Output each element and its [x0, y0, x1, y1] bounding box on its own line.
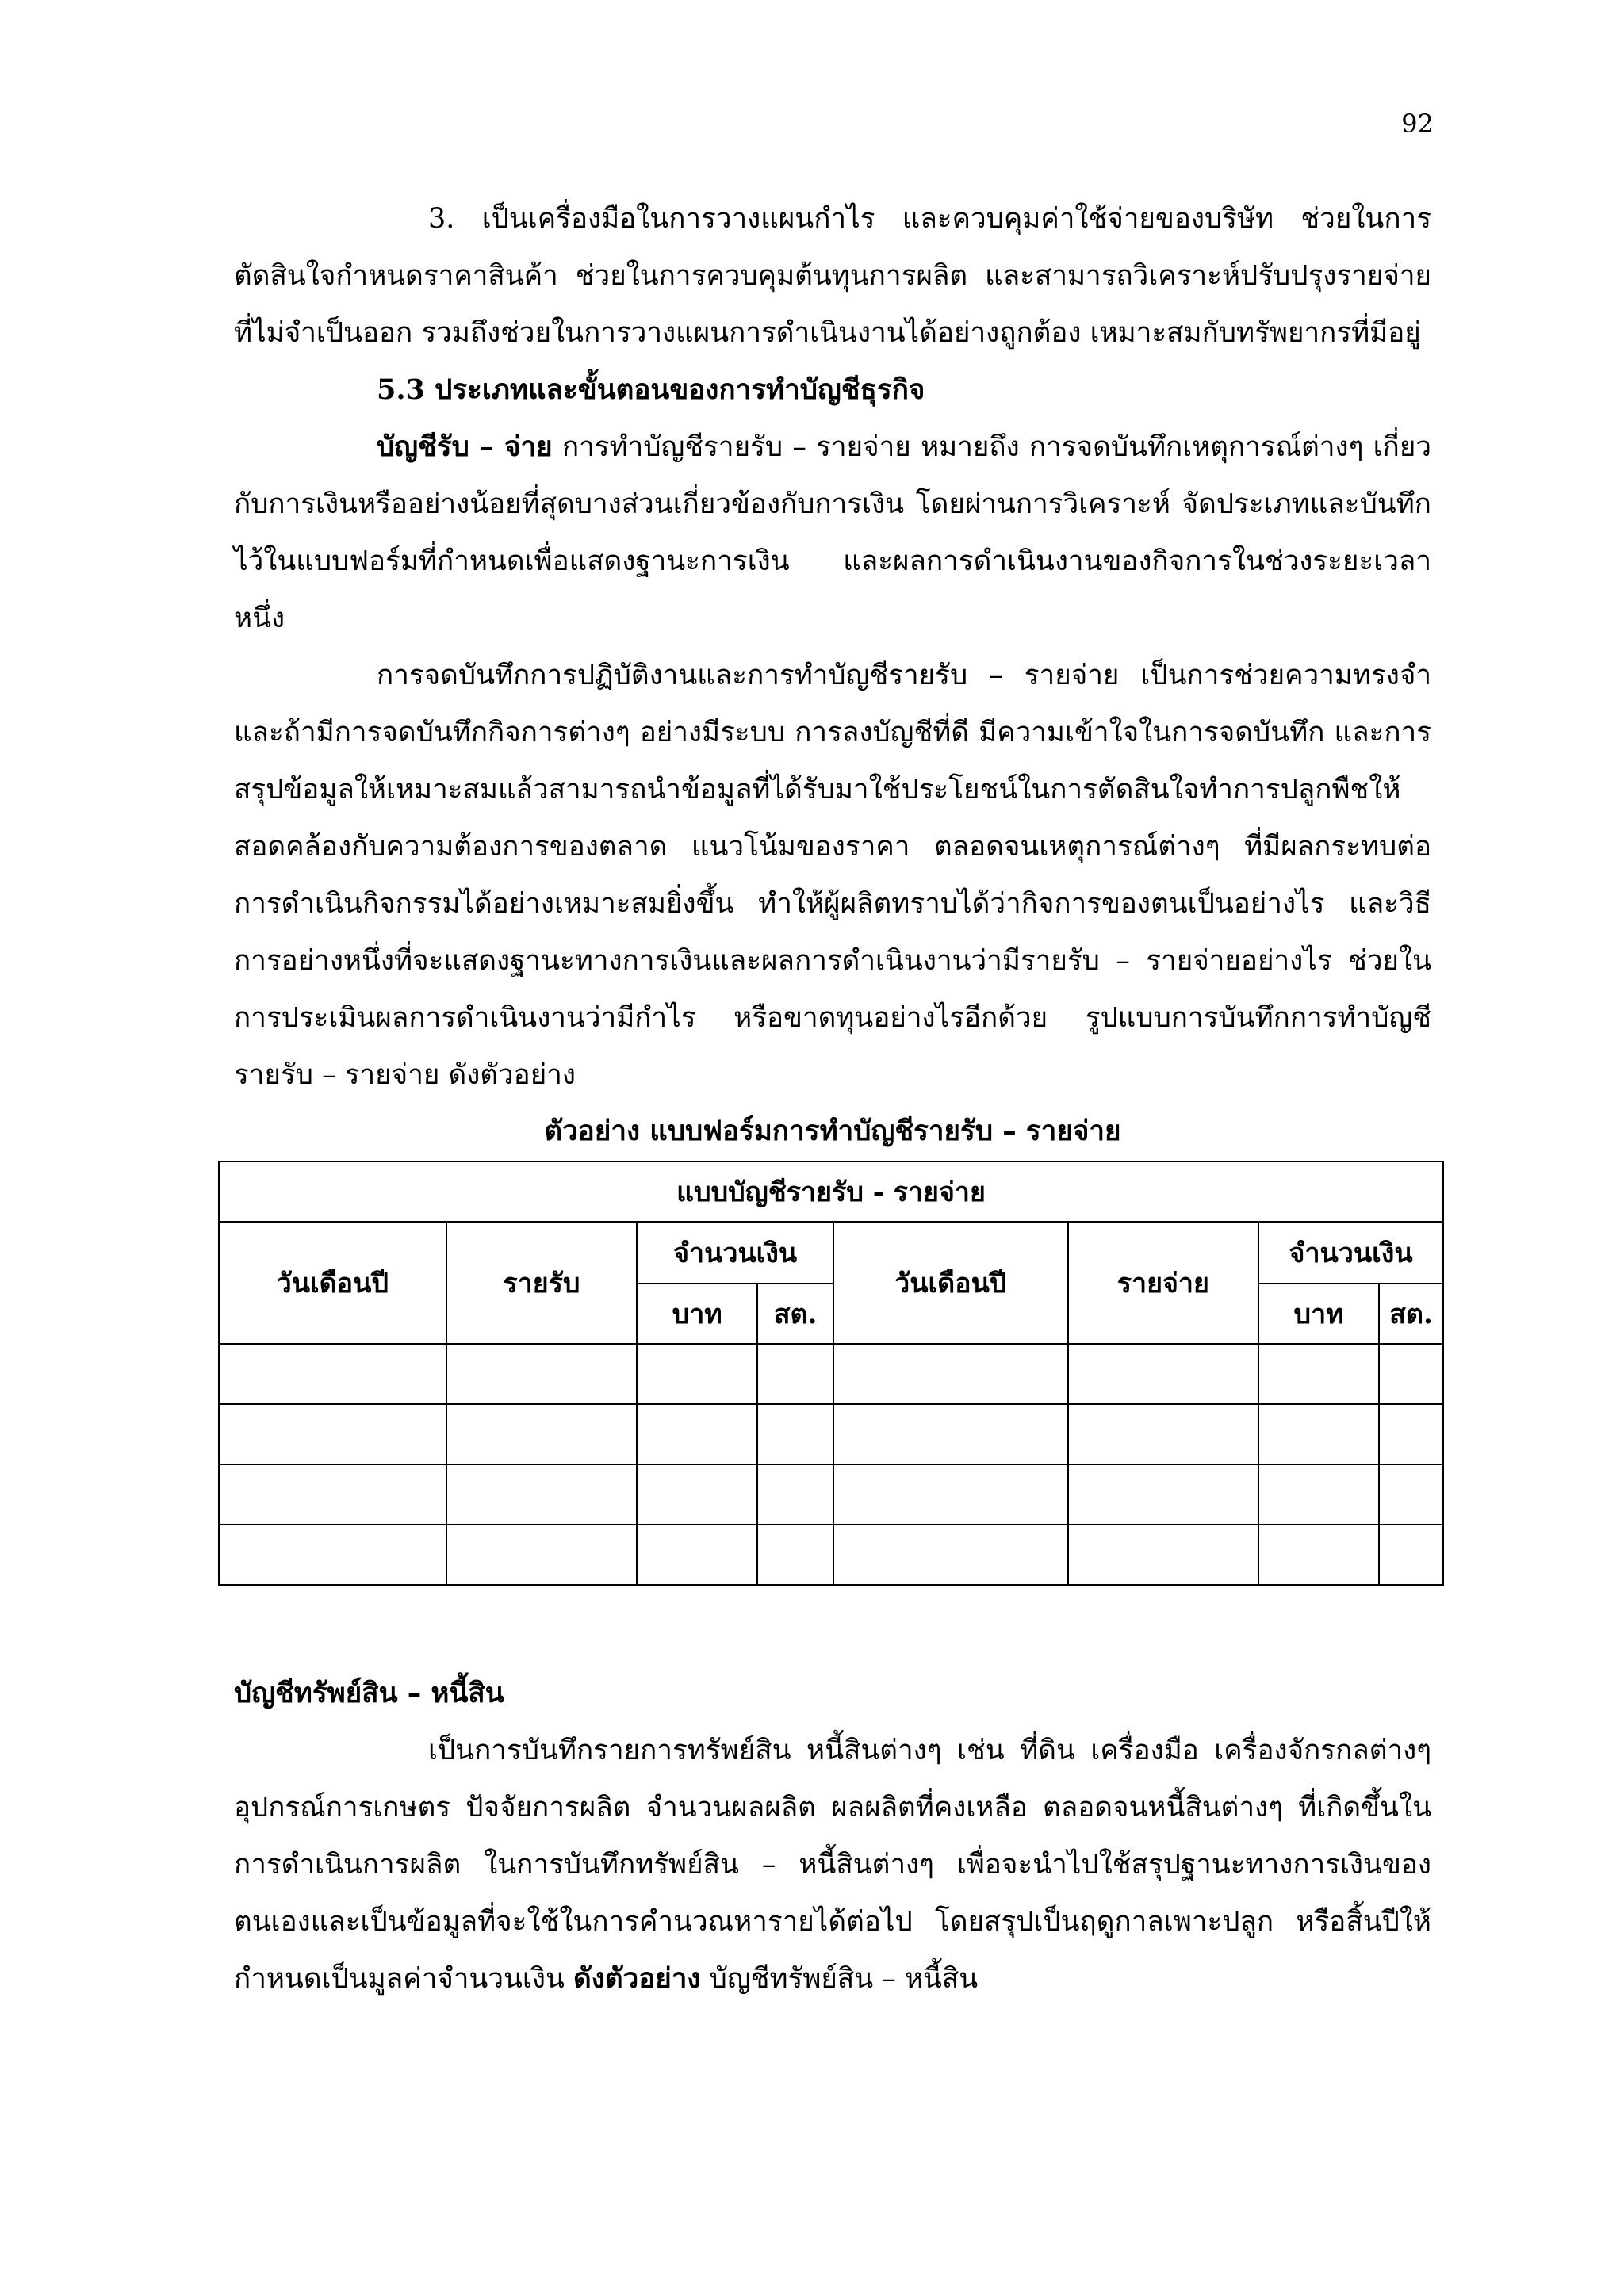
table-cell [446, 1404, 638, 1464]
table-cell [1068, 1464, 1259, 1525]
column-baht-right: บาท [1258, 1284, 1379, 1344]
assets-liabilities-paragraph [234, 1722, 1431, 2007]
table-cell [833, 1404, 1068, 1464]
table-cell [446, 1525, 638, 1585]
table-cell [757, 1464, 833, 1525]
assets-liabilities-heading: บัญชีทรัพย์สิน – หนี้สิน [234, 1677, 504, 1709]
column-satang-left: สต. [757, 1284, 833, 1344]
table-cell [757, 1344, 833, 1404]
table-cell [1379, 1404, 1443, 1464]
table-row [219, 1404, 1443, 1464]
table-cell [1379, 1525, 1443, 1585]
table-cell [1258, 1464, 1379, 1525]
example-tail: บัญชีทรัพย์สิน – หนี้สิน [700, 1963, 979, 1995]
recording-paragraph: การจดบันทึกการปฏิบัติงานและการทำบัญชีรายรับ – รายจ่าย เป็นการช่วยความทรงจำ และถ้ามีการจดบันทึกกิจการต่างๆ อย่างมีระบบ การลงบัญชีที่ดี มีความเข้าใจในการจดบันทึก และการสรุปข้อมูลให้เหมาะสมแล้วสามารถนำข้อมูลที่ได้รับมาใช้ประโยชน์ในการตัดสินใจทำการปลูกพืชให้สอดคล้องกับความต้องการของตลาด แนวโน้มของราคา ตลอดจนเหตุการณ์ต่างๆ ที่มีผลกระทบต่อการดำเนินกิจกรรมได้อย่างเหมาะสมยิ่งขึ้น ทำให้ผู้ผลิตทราบได้ว่ากิจการของตนเป็นอย่างไร และวิธีการอย่างหนึ่งที่จะแสดงฐานะทางการเงินและผลการดำเนินงานว่ามีรายรับ – รายจ่ายอย่างไร ช่วยในการประเมินผลการดำเนินงานว่ามีกำไร หรือขาดทุนอย่างไรอีกด้วย รูปแบบการบันทึกการทำบัญชีรายรับ – รายจ่าย ดังตัวอย่าง [234, 660, 1431, 1091]
table-cell [637, 1404, 757, 1464]
column-date-left: วันเดือนปี [219, 1222, 446, 1344]
table-cell [219, 1404, 446, 1464]
table-cell [637, 1344, 757, 1404]
column-income: รายรับ [446, 1222, 638, 1344]
table-cell [833, 1344, 1068, 1404]
column-date-right: วันเดือนปี [833, 1222, 1068, 1344]
column-amount-right: จำนวนเงิน [1258, 1222, 1443, 1284]
table-cell [1258, 1525, 1379, 1585]
table-row [219, 1525, 1443, 1585]
table-title: แบบบัญชีรายรับ - รายจ่าย [219, 1161, 1443, 1222]
document-body [234, 190, 1431, 2007]
table-cell [1258, 1344, 1379, 1404]
page-number: 92 [1401, 109, 1434, 139]
table-cell [833, 1525, 1068, 1585]
table-cell [1379, 1464, 1443, 1525]
column-amount-left: จำนวนเงิน [637, 1222, 833, 1284]
table-row [219, 1464, 1443, 1525]
assets-liabilities-text: เป็นการบันทึกรายการทรัพย์สิน หนี้สินต่างๆ เช่น ที่ดิน เครื่องมือ เครื่องจักรกลต่างๆ อุปกรณ์การเกษตร ปัจจัยการผลิต จำนวนผลผลิต ผลผลิตที่คงเหลือ ตลอดจนหนี้สินต่างๆ ที่เกิดขึ้นในการดำเนินการผลิต ในการบันทึกทรัพย์สิน – หนี้สินต่างๆ เพื่อจะนำไปใช้สรุปฐานะทางการเงินของตนเองและเป็นข้อมูลที่จะใช้ในการคำนวณหารายได้ต่อไป โดยสรุปเป็นฤดูกาลเพาะปลูก หรือสิ้นปีให้กำหนดเป็นมูลค่าจำนวนเงิน [234, 1735, 1431, 1995]
table-cell [1379, 1344, 1443, 1404]
table-cell [833, 1464, 1068, 1525]
income-expense-table [218, 1161, 1444, 1586]
table-cell [219, 1525, 446, 1585]
table-cell [219, 1464, 446, 1525]
section-heading: 5.3 ประเภทและขั้นตอนของการทำบัญชีธุรกิจ [377, 373, 925, 406]
table-cell [1068, 1344, 1259, 1404]
table-cell [219, 1344, 446, 1404]
table-cell [446, 1344, 638, 1404]
income-expense-term: บัญชีรับ – จ่าย [377, 430, 553, 463]
column-expense: รายจ่าย [1068, 1222, 1259, 1344]
income-expense-definition: การทำบัญชีรายรับ – รายจ่าย หมายถึง การจดบันทึกเหตุการณ์ต่างๆ เกี่ยวกับการเงินหรืออย่างน้อยที่สุดบางส่วนเกี่ยวข้องกับการเงิน โดยผ่านการวิเคราะห์ จัดประเภทและบันทึกไว้ในแบบฟอร์มที่กำหนดเพื่อแสดงฐานะการเงิน และผลการดำเนินงานของกิจการในช่วงระยะเวลาหนึ่ง [234, 431, 1431, 634]
table-cell [1068, 1525, 1259, 1585]
table-cell [757, 1525, 833, 1585]
table-cell [446, 1464, 638, 1525]
table-caption: ตัวอย่าง แบบฟอร์มการทำบัญชีรายรับ – รายจ่าย [544, 1115, 1121, 1147]
table-cell [637, 1525, 757, 1585]
column-baht-left: บาท [637, 1284, 757, 1344]
income-expense-paragraph [234, 419, 1431, 647]
example-label: ดังตัวอย่าง [573, 1962, 701, 1995]
column-satang-right: สต. [1379, 1284, 1443, 1344]
table-cell [637, 1464, 757, 1525]
table-cell [757, 1404, 833, 1464]
table-cell [1068, 1404, 1259, 1464]
table-row [219, 1344, 1443, 1404]
table-cell [1258, 1404, 1379, 1464]
paragraph-item-3: 3. เป็นเครื่องมือในการวางแผนกำไร และควบคุมค่าใช้จ่ายของบริษัท ช่วยในการตัดสินใจกำหนดราคาสินค้า ช่วยในการควบคุมต้นทุนการผลิต และสามารถวิเคราะห์ปรับปรุงรายจ่ายที่ไม่จำเป็นออก รวมถึงช่วยในการวางแผนการดำเนินงานได้อย่างถูกต้อง เหมาะสมกับทรัพยากรที่มีอยู่ [234, 203, 1431, 349]
